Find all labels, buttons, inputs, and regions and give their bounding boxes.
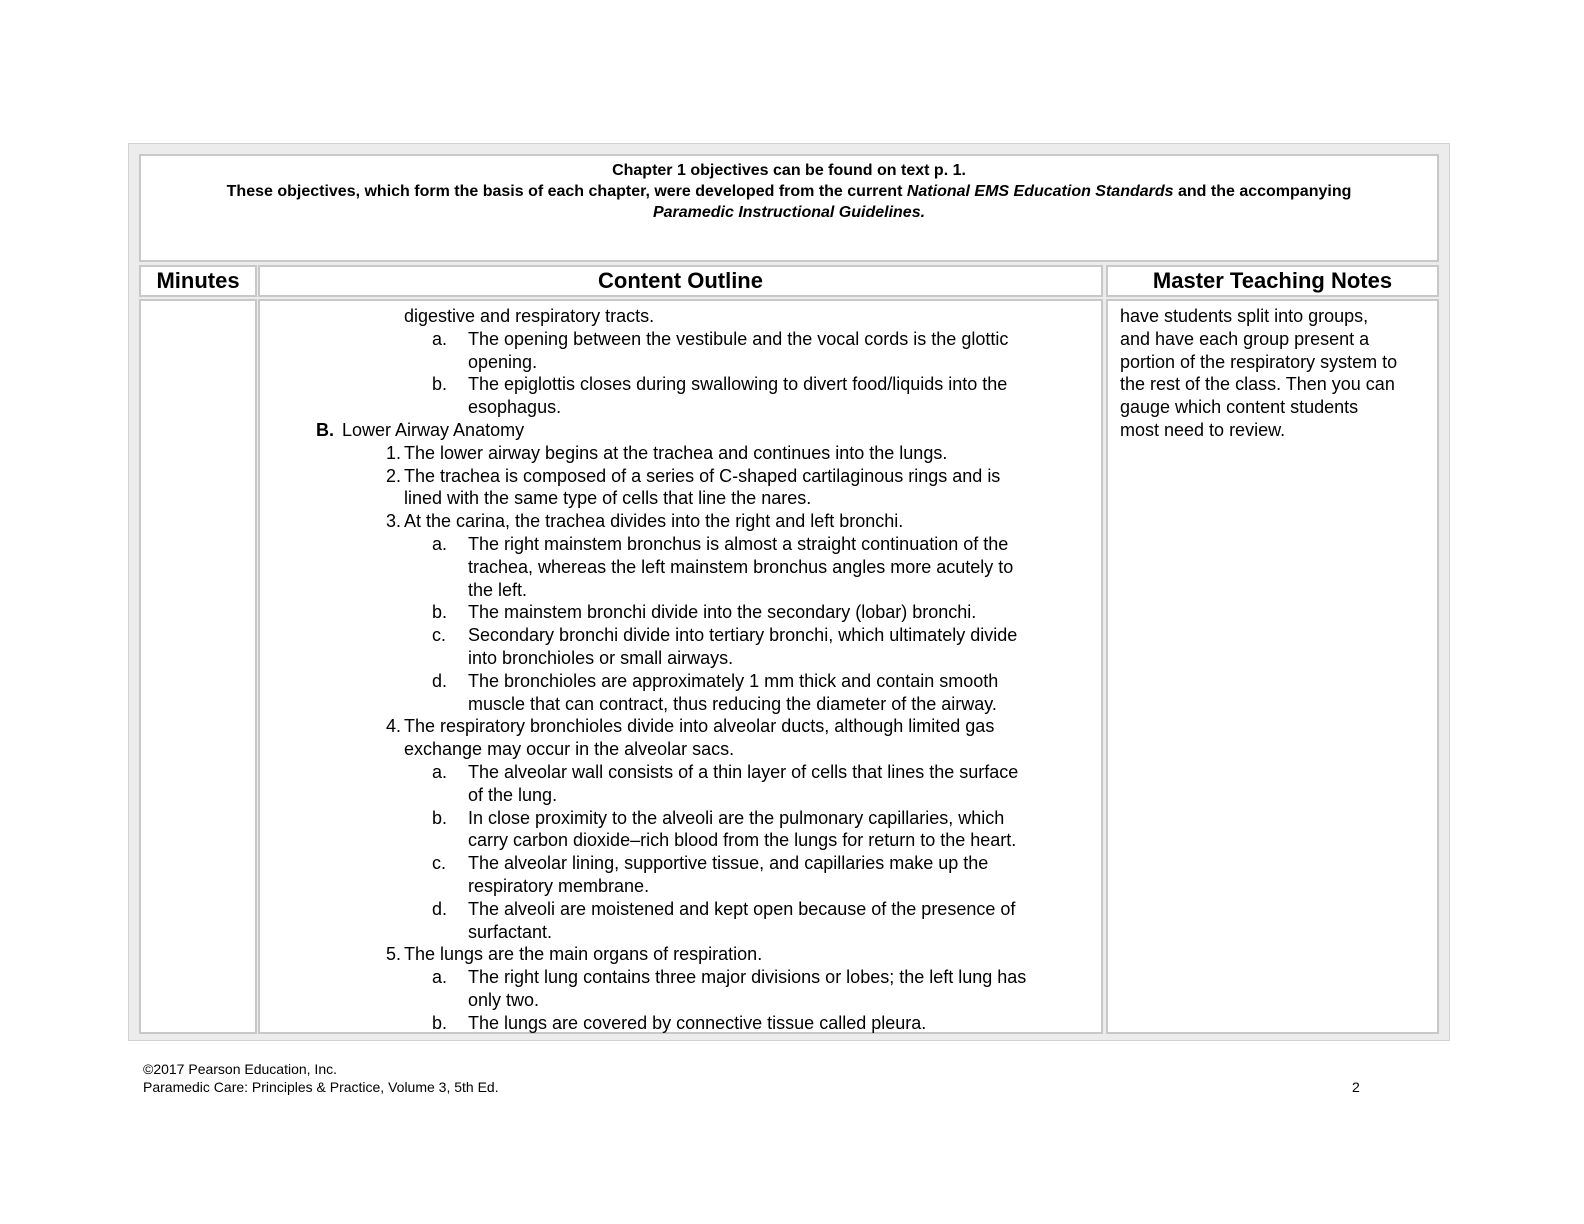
- objectives-line-1: Chapter 1 objectives can be found on text p. 1.: [612, 162, 966, 179]
- outline-line: The epiglottis closes during swallowing to divert food/liquids into the: [468, 374, 1008, 395]
- outline-line: The right lung contains three major divisions or lobes; the left lung has: [468, 967, 1027, 988]
- outline-line: into bronchioles or small airways.: [468, 648, 734, 668]
- outline-marker: a.: [432, 762, 448, 782]
- outline-marker: 4.: [386, 716, 402, 737]
- footer-page-number: 2: [1352, 1079, 1360, 1095]
- outline-marker: d.: [432, 670, 448, 691]
- minutes-cell: [139, 299, 257, 1034]
- outline-line: At the carina, the trachea divides into the right and left bronchi.: [404, 511, 904, 532]
- outline-marker: 2.: [386, 465, 402, 486]
- outline-line: trachea, whereas the left mainstem bronchus angles more acutely to: [468, 556, 1014, 577]
- outline-line: Secondary bronchi divide into tertiary bronchi, which ultimately divide: [468, 625, 1018, 646]
- content-outline-cell: [258, 299, 1103, 1034]
- outline-line: The lungs are the main organs of respiration.: [404, 944, 763, 965]
- objectives-line-3: Paramedic Instructional Guidelines.: [652, 204, 926, 221]
- objectives-box: [139, 154, 1439, 262]
- footer-copyright: ©2017 Pearson Education, Inc.: [143, 1061, 337, 1077]
- outline-marker: c.: [432, 853, 447, 874]
- outline-marker: b.: [432, 807, 448, 828]
- header-content-outline: Content Outline: [258, 265, 1103, 297]
- outline-line: The alveolar wall consists of a thin layer of cells that lines the surface: [468, 762, 1019, 782]
- outline-marker: b.: [432, 374, 448, 395]
- outline-line: The alveoli are moistened and kept open because of the presence of: [468, 898, 1016, 919]
- outline-marker: 5.: [386, 944, 402, 965]
- outline-line: In close proximity to the alveoli are the pulmonary capillaries, which: [468, 807, 1005, 828]
- outline-line: digestive and respiratory tracts.: [404, 306, 655, 326]
- outline-line: only two.: [468, 990, 540, 1010]
- outline-line: exchange may occur in the alveolar sacs.: [404, 739, 735, 760]
- outline-line: lined with the same type of cells that line the nares.: [404, 488, 812, 509]
- outline-line: The bronchioles are approximately 1 mm thick and contain smooth: [468, 670, 999, 691]
- outline-line: of the lung.: [468, 784, 558, 805]
- outline-line: The lower airway begins at the trachea and continues into the lungs.: [404, 442, 948, 463]
- outline-line: esophagus.: [468, 397, 562, 418]
- outline-marker: d.: [432, 898, 448, 919]
- outline-line: respiratory membrane.: [468, 876, 650, 896]
- outline-marker: a.: [432, 328, 448, 349]
- outline-marker: 3.: [386, 511, 402, 532]
- outline-line: The right mainstem bronchus is almost a straight continuation of the: [468, 534, 1009, 554]
- objectives-line-2: These objectives, which form the basis of each chapter, were developed from the current National EMS Education Standards and the accompanying: [226, 183, 1352, 200]
- header-teaching-notes: Master Teaching Notes: [1106, 265, 1439, 297]
- outline-marker: a.: [432, 534, 448, 554]
- outline-marker: b.: [432, 1012, 448, 1033]
- outline-line: The respiratory bronchioles divide into alveolar ducts, although limited gas: [404, 716, 995, 737]
- outline-marker: 1.: [386, 442, 402, 463]
- outline-line: muscle that can contract, thus reducing the diameter of the airway.: [468, 693, 997, 714]
- outline-marker: B.: [316, 420, 334, 440]
- teaching-notes-text: have students split into groups, and have each group present a portion of the respiratory system to the rest of the class. Then you can gauge which content students most need to review.: [1120, 306, 1398, 440]
- header-minutes: Minutes: [139, 265, 257, 297]
- outline-line: The trachea is composed of a series of C-shaped cartilaginous rings and is: [404, 465, 1001, 486]
- outline-line: Lower Airway Anatomy: [342, 420, 525, 440]
- outline-line: surfactant.: [468, 921, 553, 942]
- outline-line: The alveolar lining, supportive tissue, and capillaries make up the: [468, 853, 989, 874]
- outline-line: carry carbon dioxide–rich blood from the lungs for return to the heart.: [468, 830, 1017, 851]
- footer-book-title: Paramedic Care: Principles & Practice, Volume 3, 5th Ed.: [143, 1079, 499, 1095]
- outline-line: The opening between the vestibule and the vocal cords is the glottic: [468, 328, 1009, 349]
- outline-marker: b.: [432, 602, 448, 623]
- outline-line: opening.: [468, 351, 538, 372]
- outline-marker: a.: [432, 967, 448, 988]
- outline-line: The lungs are covered by connective tissue called pleura.: [468, 1012, 927, 1033]
- teaching-notes-cell: [1106, 299, 1439, 1034]
- outline-line: The mainstem bronchi divide into the secondary (lobar) bronchi.: [468, 602, 977, 623]
- outline-line: the left.: [468, 579, 528, 600]
- outline-marker: c.: [432, 625, 447, 646]
